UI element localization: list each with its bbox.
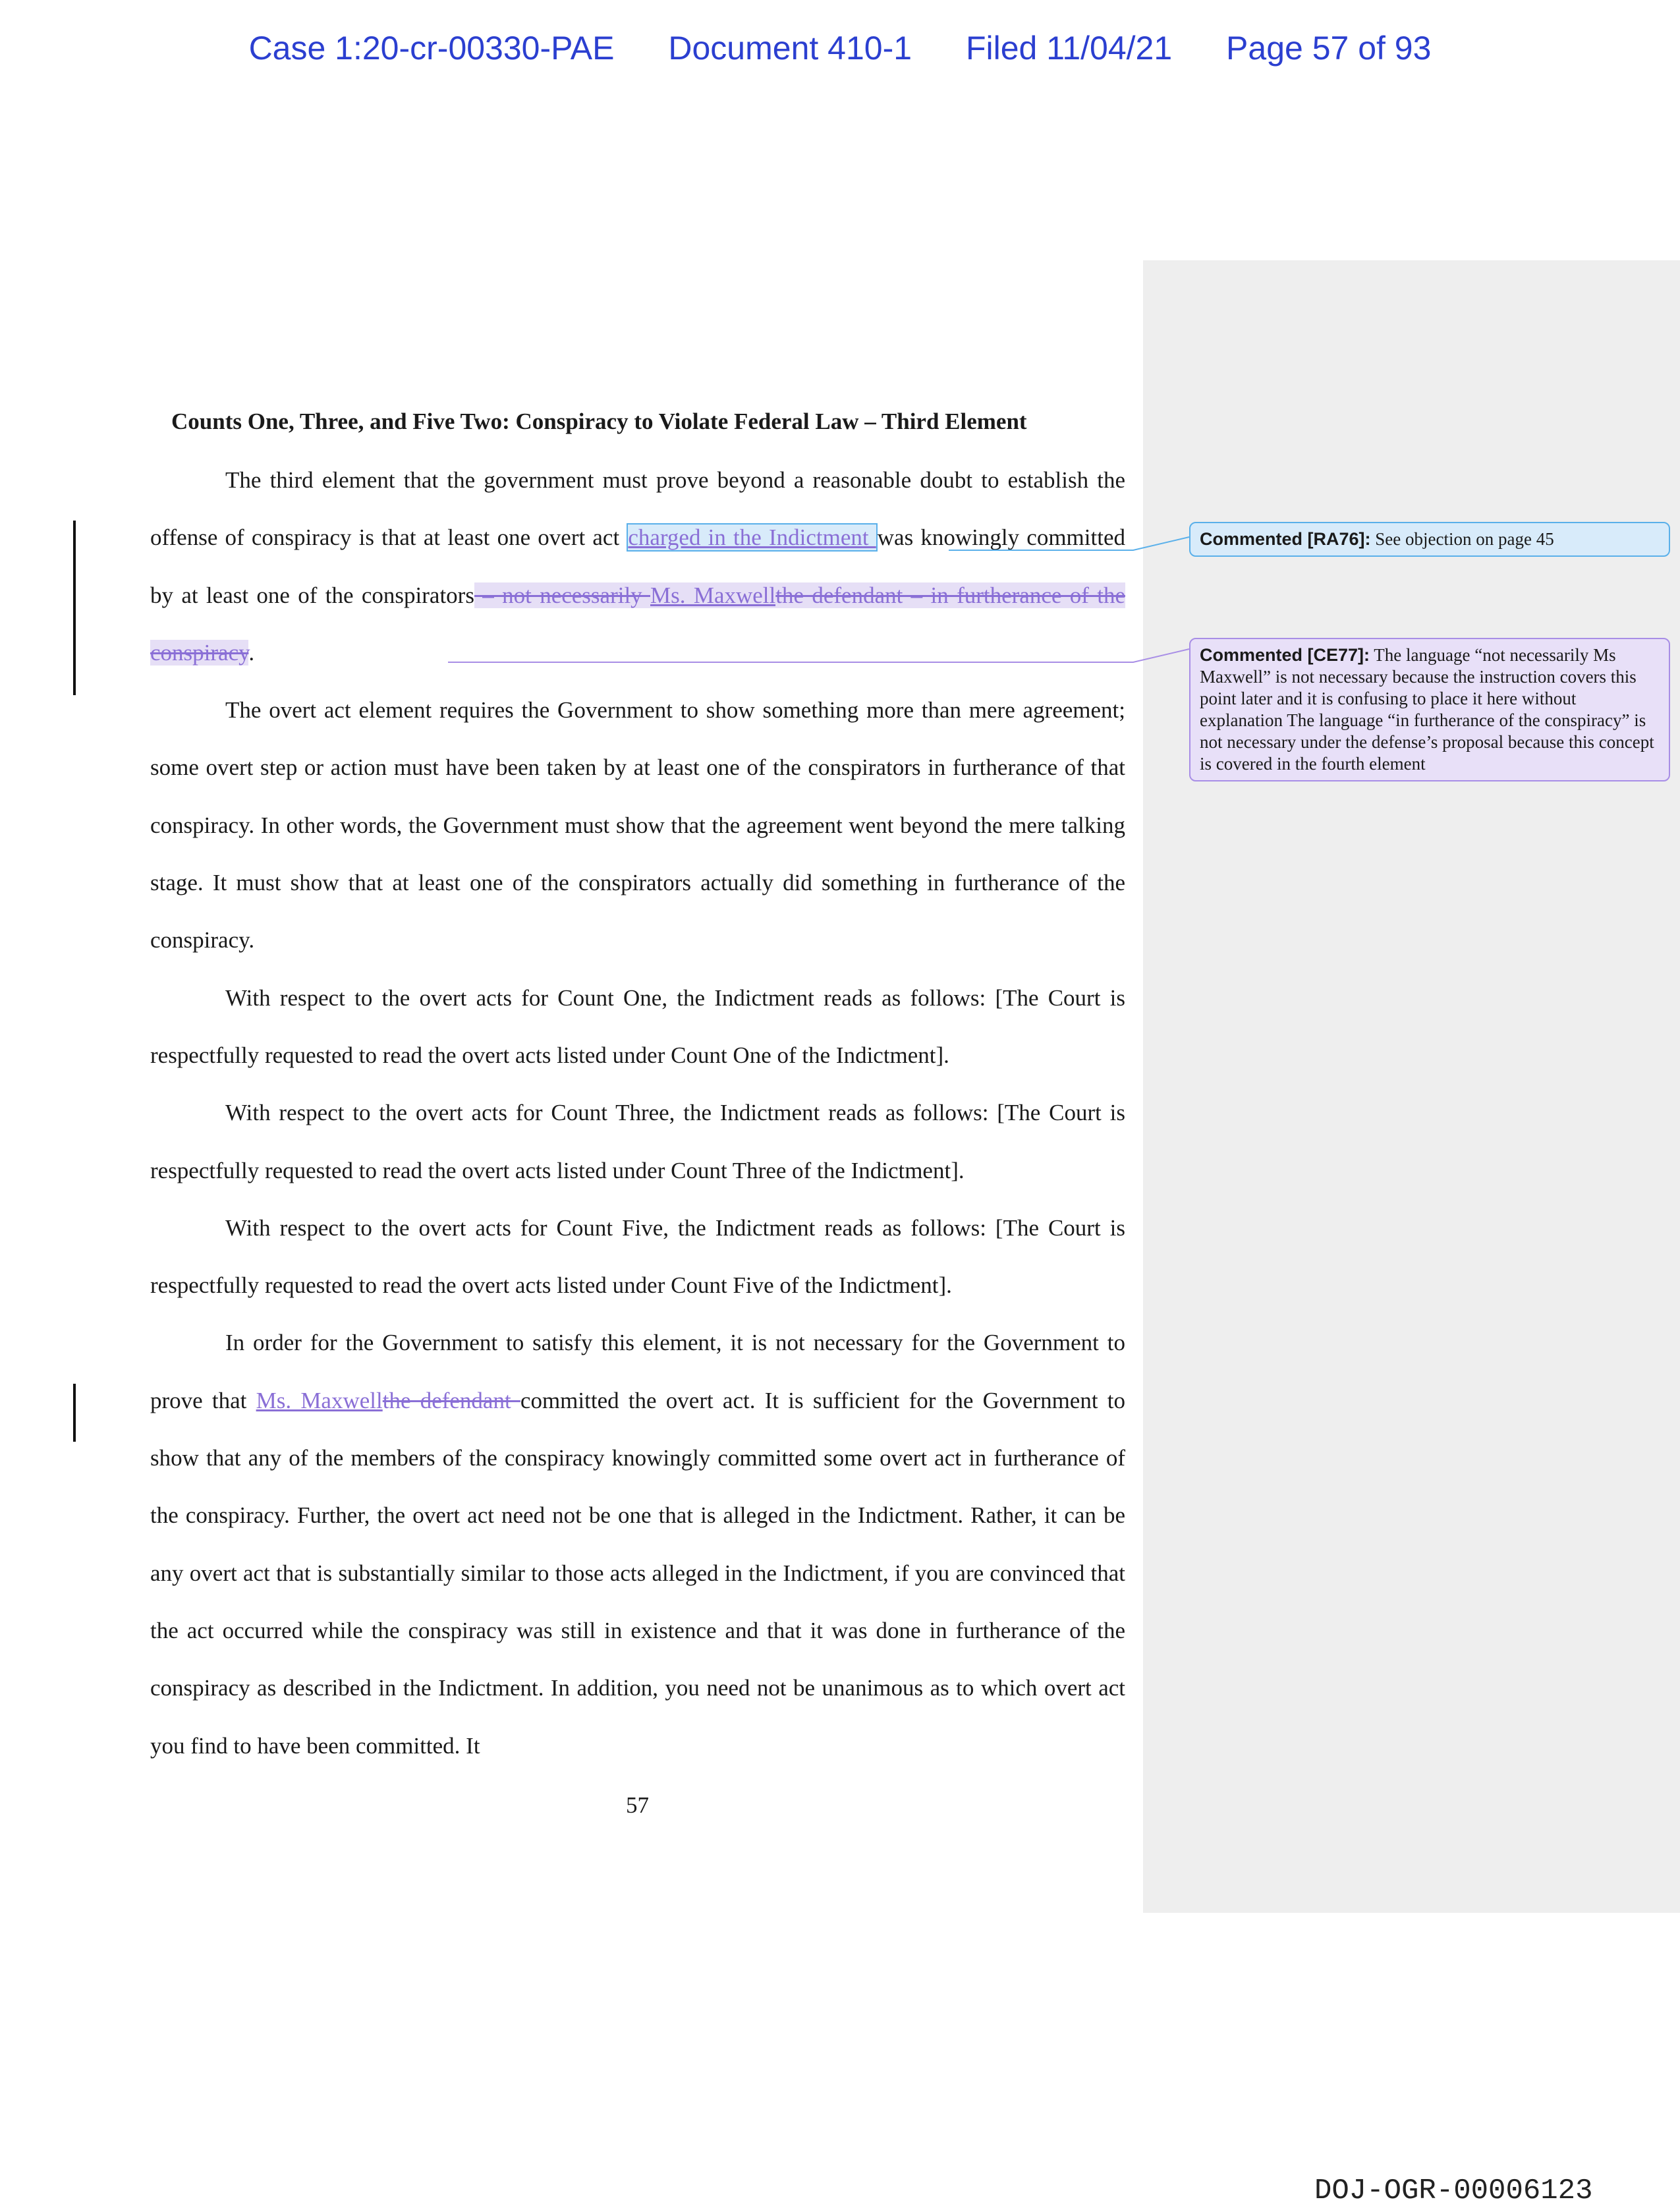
- comment-margin-pane: [1143, 260, 1680, 1913]
- deletion[interactable]: the defendant – in furtherance of the conspiracy: [150, 582, 1125, 666]
- comment-ce77[interactable]: Commented [CE77]: The language “not necessarily Ms Maxwell” is not necessary because the instruction covers this point later and it is confusing to place it here without explanation The language “in furtherance of the conspiracy” is not necessary under the defense’s proposal because this concept is covered in the fourth element: [1189, 638, 1670, 781]
- paragraph-1: The third element that the government must prove beyond a reasonable doubt to establish the offense of conspiracy is that at least one overt act charged in the Indictment was knowingly committed by at least one of the conspirators – not necessarily Ms. Maxwellthe defendant – in furtherance of the conspiracy.: [150, 467, 1125, 666]
- page-header: [0, 29, 1680, 67]
- document-number: Document 410-1: [668, 30, 912, 67]
- paragraph-2: The overt act element requires the Government to show something more than mere agreement; some overt step or action must have been taken by at least one of the conspirators in furtherance of that conspiracy. In other words, the Government must show that the agreement went beyond the mere talking stage. It must show that at least one of the conspirators actually did something in furtherance of the conspiracy.: [150, 697, 1125, 953]
- filed-date: Filed 11/04/21: [965, 30, 1173, 67]
- change-bar: [73, 1384, 76, 1442]
- insertion-maxwell[interactable]: Ms. Maxwell: [256, 1387, 383, 1413]
- comment-ra76[interactable]: Commented [RA76]: See objection on page 45: [1189, 522, 1670, 557]
- deletion[interactable]: – not necessarily: [474, 582, 651, 608]
- paragraph-4: With respect to the overt acts for Count Three, the Indictment reads as follows: [The Court is respectfully requested to read the overt acts listed under Count Three of the Indictment].: [150, 1100, 1125, 1183]
- section-heading: Counts One, Three, and Five Two: Conspiracy to Violate Federal Law – Third Element: [171, 409, 1027, 434]
- insertion-maxwell[interactable]: Ms. Maxwell: [650, 582, 776, 608]
- paragraph-3: With respect to the overt acts for Count One, the Indictment reads as follows: [The Court is respectfully requested to read the overt acts listed under Count One of the Indictment].: [150, 984, 1125, 1068]
- case-number: Case 1:20-cr-00330-PAE: [248, 30, 615, 67]
- deletion[interactable]: the defendant: [382, 1387, 520, 1413]
- page-count: Page 57 of 93: [1226, 30, 1432, 67]
- change-bar: [73, 521, 76, 695]
- paragraph-5: With respect to the overt acts for Count Five, the Indictment reads as follows: [The Court is respectfully requested to read the overt acts listed under Count Five of the Indictment].: [150, 1214, 1125, 1299]
- page-number: 57: [626, 1792, 649, 1818]
- insertion-charged[interactable]: charged in the Indictment: [628, 525, 876, 551]
- document-body: [150, 451, 1125, 1774]
- paragraph-6: In order for the Government to satisfy this element, it is not necessary for the Government to prove that Ms. Maxwellthe defendant committed the overt act. It is sufficient for the Government to show that any of the members of the conspiracy knowingly committed some overt act in furtherance of the conspiracy. Further, the overt act need not be one that is alleged in the Indictment. Rather, it can be any overt act that is substantially similar to those acts alleged in the Indictment, if you are convinced that the act occurred while the conspiracy was still in existence and that it was done in furtherance of the conspiracy as described in the Indictment. In addition, you need not be unanimous as to which overt act you find to have been committed. It: [150, 1330, 1125, 1759]
- bates-number: DOJ-OGR-00006123: [1314, 2174, 1593, 2207]
